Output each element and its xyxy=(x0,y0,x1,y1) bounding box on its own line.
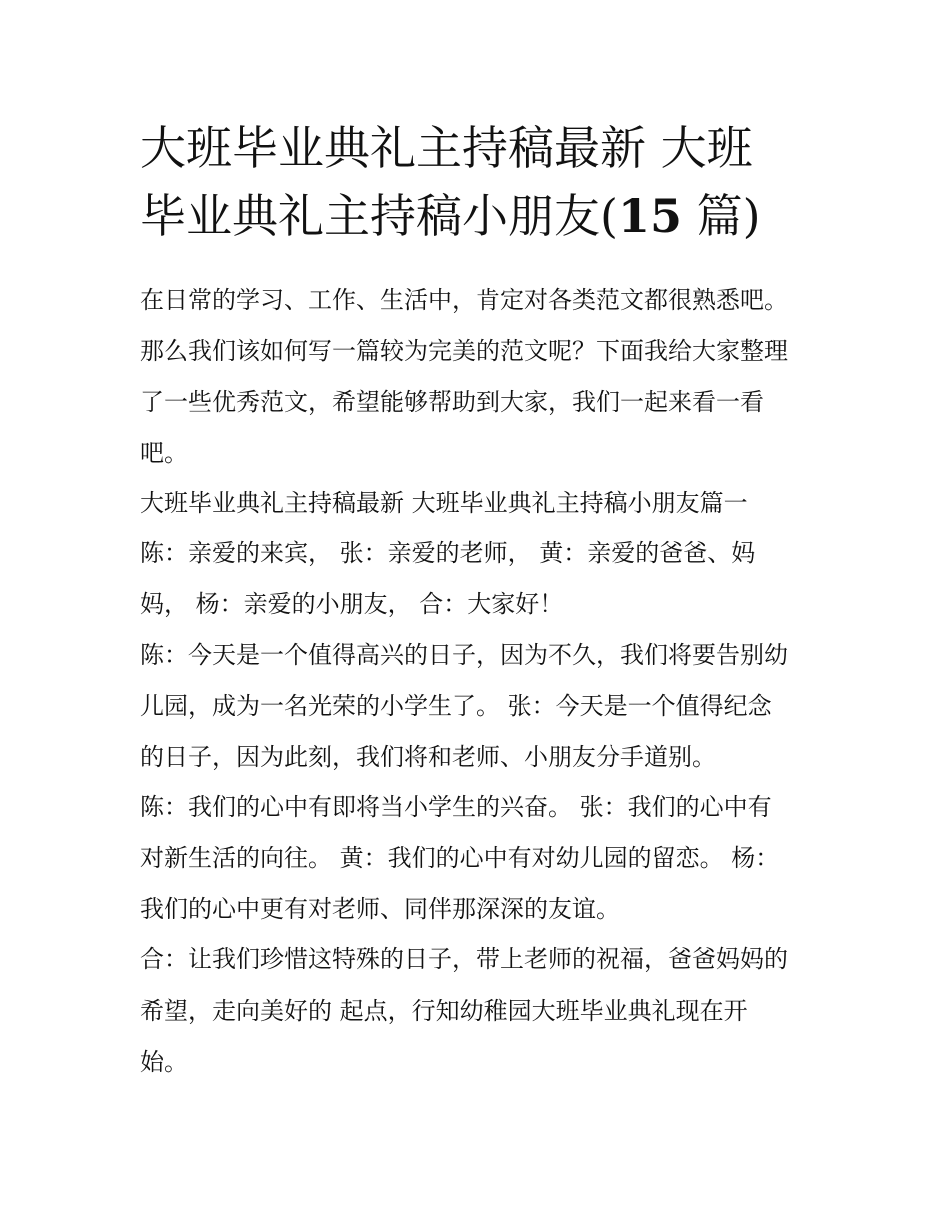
dialogue-line-5: 的日子，因为此刻，我们将和老师、小朋友分手道别。 xyxy=(140,743,716,771)
document-title xyxy=(140,114,830,250)
dialogue-line-11: 始。 xyxy=(140,1048,188,1076)
title-line-2-prefix: 毕业典礼主持稿小朋友( xyxy=(140,189,618,243)
title-line-1: 大班毕业典礼主持稿最新 大班 xyxy=(140,121,753,175)
body-line-2: 那么我们该如何写一篇较为完美的范文呢？下面我给大家整理 xyxy=(140,337,788,365)
dialogue-line-4: 儿园，成为一名光荣的小学生了。 张：今天是一个值得纪念 xyxy=(140,692,772,720)
title-count-number: 15 xyxy=(617,189,682,243)
title-line-2-suffix: 篇) xyxy=(681,189,761,243)
body-line-3: 了一些优秀范文，希望能够帮助到大家，我们一起来看一看 xyxy=(140,388,764,416)
dialogue-line-1: 陈：亲爱的来宾， 张：亲爱的老师， 黄：亲爱的爸爸、妈 xyxy=(140,539,756,567)
title-line-2 xyxy=(140,189,761,243)
dialogue-line-2: 妈， 杨：亲爱的小朋友， 合：大家好！ xyxy=(140,590,564,618)
body-line-1: 在日常的学习、工作、生活中，肯定对各类范文都很熟悉吧。 xyxy=(140,286,788,314)
dialogue-line-3: 陈：今天是一个值得高兴的日子，因为不久，我们将要告别幼 xyxy=(140,641,788,669)
dialogue-line-9: 合：让我们珍惜这特殊的日子，带上老师的祝福，爸爸妈妈的 xyxy=(140,945,788,973)
section-heading-line: 大班毕业典礼主持稿最新 大班毕业典礼主持稿小朋友篇一 xyxy=(140,489,748,517)
dialogue-line-6: 陈：我们的心中有即将当小学生的兴奋。 张：我们的心中有 xyxy=(140,793,772,821)
dialogue-line-10: 希望，走向美好的 起点，行知幼稚园大班毕业典礼现在开 xyxy=(140,997,748,1025)
dialogue-line-8: 我们的心中更有对老师、同伴那深深的友谊。 xyxy=(140,895,620,923)
dialogue-line-7: 对新生活的向往。 黄：我们的心中有对幼儿园的留恋。 杨： xyxy=(140,844,780,872)
body-line-4: 吧。 xyxy=(140,439,188,467)
